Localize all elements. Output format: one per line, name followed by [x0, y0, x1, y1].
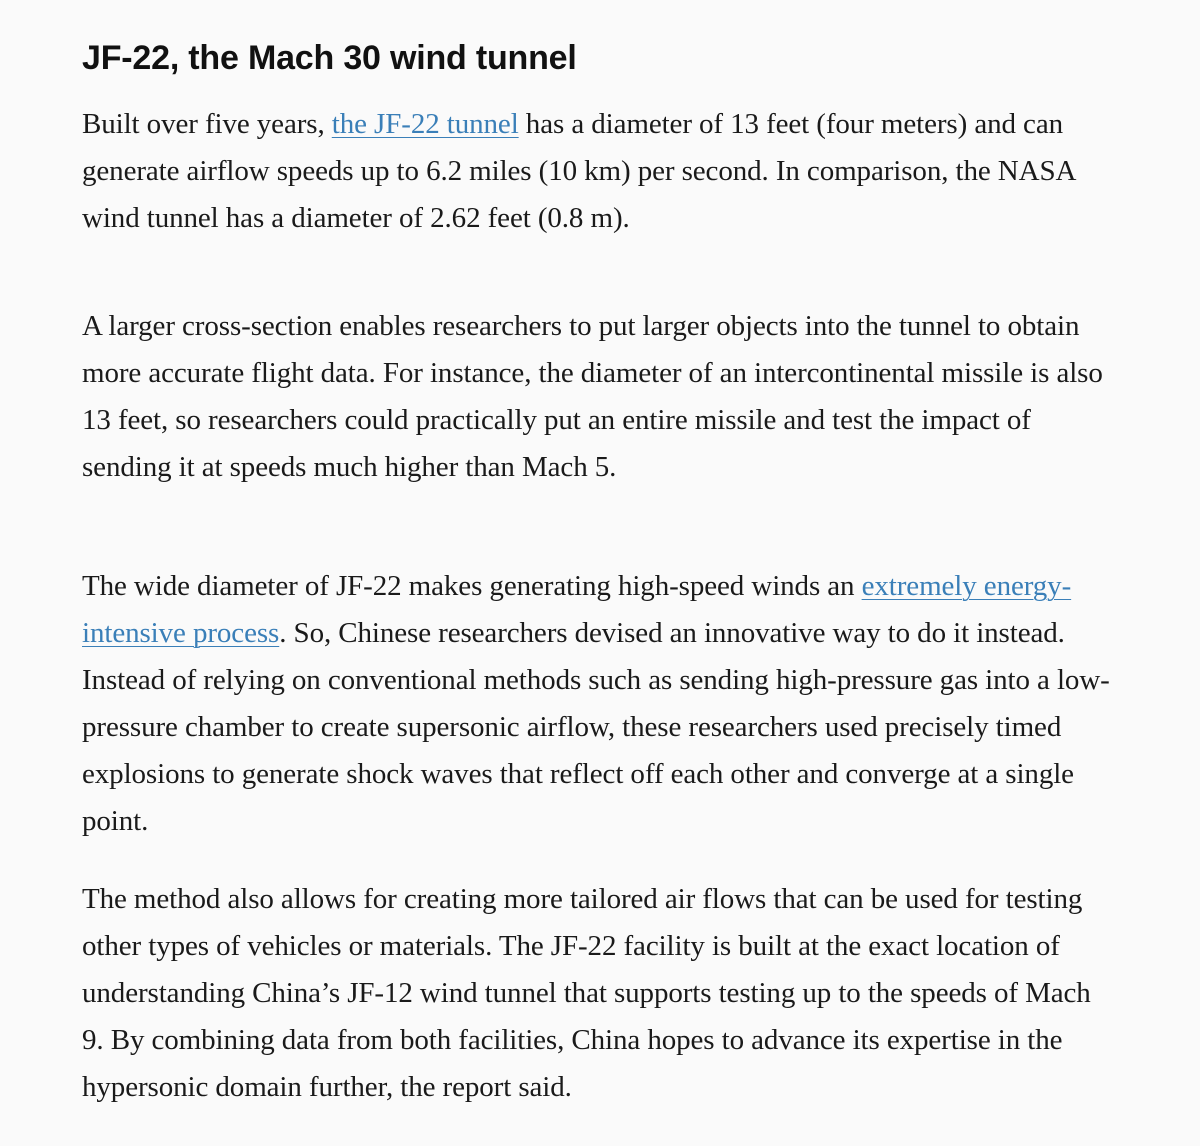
paragraph-text: The wide diameter of JF-22 makes generating high-speed winds an [82, 570, 862, 602]
paragraph-tailored-flows: The method also allows for creating more tailored air flows that can be used for testing other types of vehicles or materials. The JF-22 facility is built at the exact location of understanding China’s JF-12 wind tunnel that supports testing up to the speeds of Mach 9. By combining data from both facilities, China hopes to advance its expertise in the hypersonic domain further, the report said. [82, 883, 1091, 1103]
section-heading: JF-22, the Mach 30 wind tunnel [82, 39, 577, 77]
energy-intensive-link[interactable]: extremely energy-intensive process [82, 570, 1072, 649]
paragraph-text: has a diameter of 13 feet (four meters) and can generate airflow speeds up to 6.2 miles (10 km) per second. In comparison, the NASA wind tunnel has a diameter of 2.62 feet (0.8 m). [82, 108, 1075, 234]
paragraph-method [82, 563, 1112, 845]
jf22-tunnel-link[interactable]: the JF-22 tunnel [331, 108, 519, 140]
paragraph-cross-section: A larger cross-section enables researchers to put larger objects into the tunnel to obtain more accurate flight data. For instance, the diameter of an intercontinental missile is also 13 feet, so researchers could practically put an entire missile and test the impact of sending it at speeds much higher than Mach 5. [82, 310, 1103, 483]
paragraph-text: Built over five years, [82, 108, 332, 140]
article [82, 38, 1112, 1103]
paragraph-tunnel-specs [82, 101, 1112, 242]
paragraph-text: . So, Chinese researchers devised an innovative way to do it instead. Instead of relying on conventional methods such as sending high-pressure gas into a low-pressure chamber to create supersonic airflow, these researchers used precisely timed explosions to generate shock waves that reflect off each other and converge at a single point. [82, 617, 1110, 837]
